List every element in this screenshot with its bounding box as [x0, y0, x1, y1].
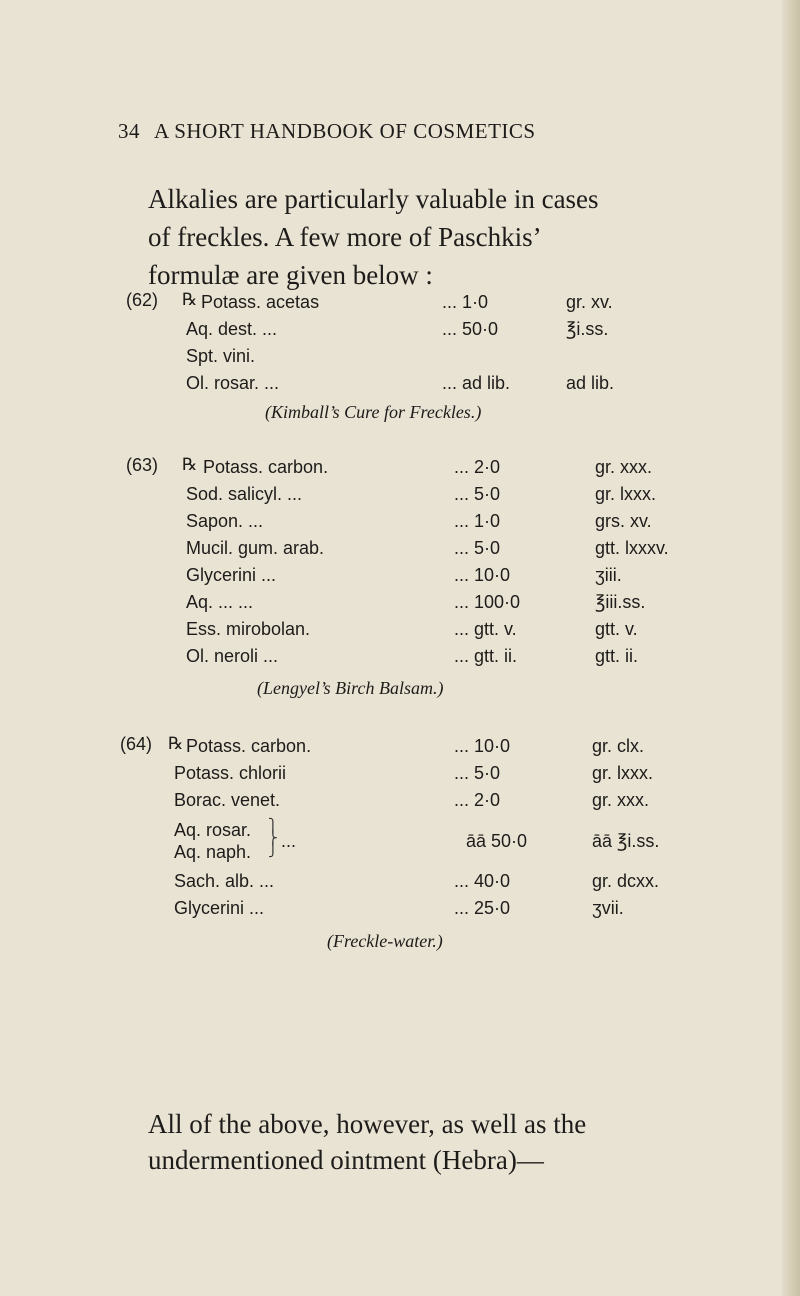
- ingredient-row: [0, 509, 800, 533]
- apothecary-quantity: gr. dcxx.: [592, 871, 660, 891]
- intro-line: of freckles. A few more of Paschkis’: [148, 222, 542, 252]
- ingredient: Sod. salicyl. ...: [186, 484, 303, 504]
- formula-caption: (Lengyel’s Birch Balsam.): [257, 678, 444, 698]
- ingredient: Potass. acetas: [201, 292, 320, 312]
- ingredient-row: [0, 482, 800, 506]
- combined-quantity-row: [0, 829, 800, 853]
- apothecary-quantity: gtt. ii.: [595, 646, 639, 666]
- formula-number: (64): [120, 734, 153, 754]
- apothecary-quantity: gr. xxx.: [592, 790, 650, 810]
- metric-quantity: ... 1·0: [442, 292, 489, 312]
- ingredient: Ol. neroli ...: [186, 646, 279, 666]
- ingredient: Glycerini ...: [174, 898, 265, 918]
- formula-caption: (Freckle-water.): [327, 931, 443, 951]
- ingredient: Aq. ... ...: [186, 592, 254, 612]
- apothecary-quantity: gr. xxx.: [595, 457, 653, 477]
- ingredient: Sach. alb. ...: [174, 871, 275, 891]
- closing-paragraph: [148, 1106, 788, 1178]
- apothecary-quantity: ʒiii.: [595, 565, 622, 585]
- ingredient: Potass. chlorii: [174, 763, 287, 783]
- running-header: [118, 119, 536, 144]
- ingredient: Sapon. ...: [186, 511, 264, 531]
- intro-paragraph: [148, 180, 708, 294]
- metric-quantity: ... 25·0: [454, 898, 511, 918]
- ingredient-row: [0, 896, 800, 920]
- intro-line: formulæ are given below :: [148, 260, 433, 290]
- metric-quantity: ... 5·0: [454, 484, 501, 504]
- apothecary-quantity: gtt. lxxxv.: [595, 538, 669, 558]
- ingredient: Mucil. gum. arab.: [186, 538, 325, 558]
- ingredient: Ess. mirobolan.: [186, 619, 311, 639]
- apothecary-quantity: gtt. v.: [595, 619, 638, 639]
- metric-quantity: ... 5·0: [454, 538, 501, 558]
- ingredient: Aq. naph.: [174, 842, 252, 862]
- ingredient-row: [0, 644, 800, 668]
- ingredient-row: [0, 761, 800, 785]
- apothecary-quantity: ℥i.ss.: [566, 319, 609, 339]
- ingredient: Ol. rosar. ...: [186, 373, 280, 393]
- brace-icon: ⎫ ⎬ ⎭: [268, 819, 278, 858]
- metric-quantity: ... 1·0: [454, 511, 501, 531]
- apothecary-quantity: ℥iii.ss.: [595, 592, 646, 612]
- apothecary-quantity: grs. xv.: [595, 511, 652, 531]
- apothecary-quantity: gr. xv.: [566, 292, 613, 312]
- metric-quantity: ... gtt. v.: [454, 619, 517, 639]
- ingredient-row: [0, 734, 800, 758]
- intro-line: Alkalies are particularly valuable in cases: [148, 184, 599, 214]
- metric-quantity: āā 50·0: [466, 831, 528, 851]
- formula-number: (63): [126, 455, 159, 475]
- apothecary-quantity: āā ℥i.ss.: [592, 831, 660, 851]
- metric-quantity: ... ad lib.: [442, 373, 511, 393]
- ingredient: Potass. carbon.: [203, 457, 329, 477]
- ingredient-row: [0, 290, 800, 314]
- apothecary-quantity: gr. lxxx.: [592, 763, 654, 783]
- page-number: 34: [118, 119, 140, 143]
- metric-quantity: ... 2·0: [454, 790, 501, 810]
- metric-quantity: ... 40·0: [454, 871, 511, 891]
- apothecary-quantity: gr. clx.: [592, 736, 645, 756]
- metric-quantity: ... gtt. ii.: [454, 646, 518, 666]
- metric-quantity: ... 100·0: [454, 592, 521, 612]
- recipe-symbol: ℞: [182, 455, 198, 475]
- outro-line: All of the above, however, as well as the: [148, 1109, 587, 1139]
- running-title: A SHORT HANDBOOK OF COSMETICS: [154, 119, 536, 143]
- ingredient: Potass. carbon.: [186, 736, 312, 756]
- apothecary-quantity: ʒvii.: [592, 898, 624, 918]
- metric-quantity: ... 5·0: [454, 763, 501, 783]
- ingredient-row: [0, 617, 800, 641]
- combined-dots: ...: [281, 831, 297, 851]
- metric-quantity: ... 10·0: [454, 565, 511, 585]
- metric-quantity: ... 50·0: [442, 319, 499, 339]
- ingredient: Spt. vini.: [186, 346, 256, 366]
- formula-number: (62): [126, 290, 159, 310]
- outro-line: undermentioned ointment (Hebra)—: [148, 1145, 544, 1175]
- ingredient-row: [0, 371, 800, 395]
- ingredient-row: [0, 317, 800, 341]
- ingredient-row: [0, 536, 800, 560]
- metric-quantity: ... 2·0: [454, 457, 501, 477]
- ingredient-row: [0, 788, 800, 812]
- ingredient-row: [0, 455, 800, 479]
- apothecary-quantity: gr. lxxx.: [595, 484, 657, 504]
- formula-caption: (Kimball’s Cure for Freckles.): [265, 402, 482, 422]
- metric-quantity: ... 10·0: [454, 736, 511, 756]
- recipe-symbol: ℞: [168, 734, 184, 754]
- ingredient-row: [0, 590, 800, 614]
- ingredient-row: [0, 563, 800, 587]
- ingredient-row: [0, 869, 800, 893]
- ingredient: Aq. rosar.: [174, 820, 252, 840]
- ingredient: Aq. dest. ...: [186, 319, 278, 339]
- ingredient-row: [0, 344, 800, 368]
- apothecary-quantity: ad lib.: [566, 373, 615, 393]
- recipe-symbol: ℞: [182, 290, 198, 310]
- ingredient: Borac. venet.: [174, 790, 281, 810]
- ingredient: Glycerini ...: [186, 565, 277, 585]
